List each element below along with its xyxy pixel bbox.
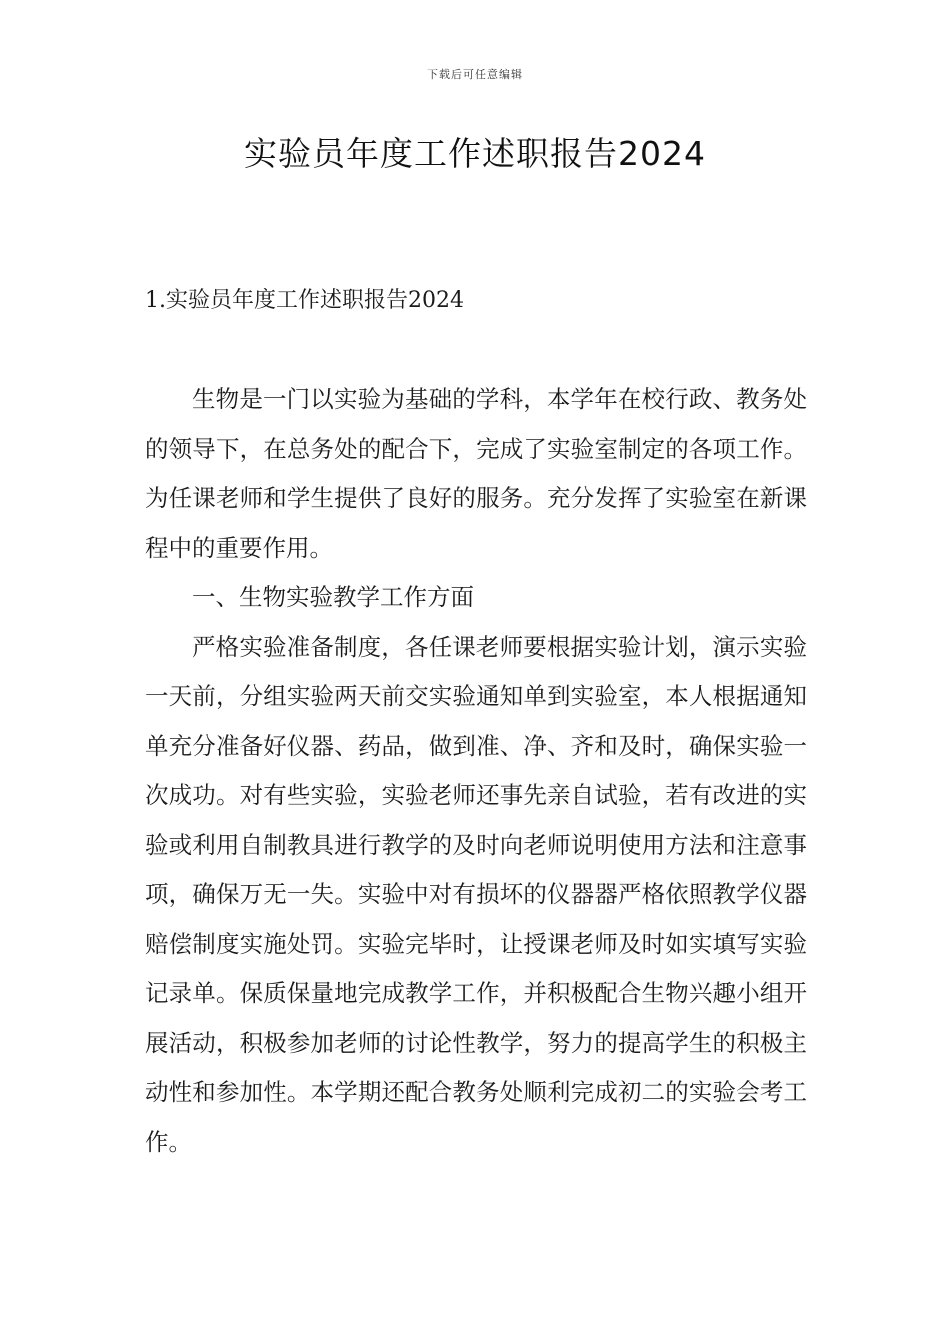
paragraph-intro: 生物是一门以实验为基础的学科，本学年在校行政、教务处的领导下，在总务处的配合下，完成了实验室制定的各项工作。为任课老师和学生提供了良好的服务。充分发挥了实验室在新课程中的重要作用。 <box>145 385 807 562</box>
header-note: 下载后可任意编辑 <box>427 68 523 81</box>
paragraph-subheading: 一、生物实验教学工作方面 <box>192 583 474 611</box>
paragraph-details: 严格实验准备制度，各任课老师要根据实验计划，演示实验一天前，分组实验两天前交实验通知单到实验室，本人根据通知单充分准备好仪器、药品，做到准、净、齐和及时，确保实验一次成功。对有些实验，实验老师还事先亲自试验，若有改进的实验或利用自制教具进行教学的及时向老师说明使用方法和注意事项，确保万无一失。实验中对有损坏的仪器器严格依照教学仪器赔偿制度实施处罚。实验完毕时，让授课老师及时如实填写实验记录单。保质保量地完成教学工作，并积极配合生物兴趣小组开展活动，积极参加老师的讨论性教学，努力的提高学生的积极主动性和参加性。本学期还配合教务处顺利完成初二的实验会考工作。 <box>145 632 807 1156</box>
document-title: 实验员年度工作述职报告2024 <box>244 134 706 173</box>
section-heading: 1.实验员年度工作述职报告2024 <box>145 288 464 313</box>
document-body <box>145 375 807 1167</box>
